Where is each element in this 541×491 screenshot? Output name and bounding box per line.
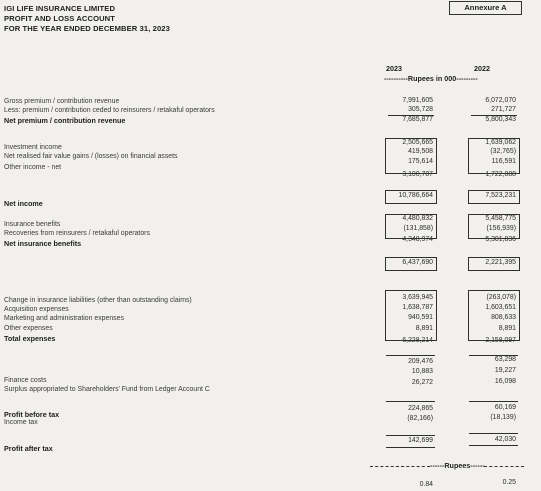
net-benefits-2022: 5,301,836 <box>485 236 516 243</box>
dashed-rule <box>484 466 524 467</box>
net-income-2023: 10,786,664 <box>398 192 433 199</box>
recoveries-2022: (156,939) <box>486 225 516 232</box>
divider <box>386 447 435 448</box>
unit-header: ----------Rupees in 000--------- <box>384 74 478 83</box>
marketing-2023: 940,591 <box>408 314 433 321</box>
net-realised-2022: (32,765) <box>490 148 516 155</box>
eps-2023: 0.84 <box>419 481 433 488</box>
recoveries-2023: (131,858) <box>403 225 433 232</box>
insurance-benefits-label: Insurance benefits <box>4 221 61 228</box>
profit-after-tax-label: Profit after tax <box>4 444 53 453</box>
net-income-2022: 7,523,231 <box>485 192 516 199</box>
after-expenses-2023: 209,476 <box>408 358 433 365</box>
other-expenses-label: Other expenses <box>4 325 53 332</box>
less-premium-label: Less: premium / contribution ceded to reinsurers / retakaful operators <box>4 107 215 114</box>
finance-costs-2023: 10,883 <box>411 368 433 375</box>
investment-income-label: Investment income <box>4 144 62 151</box>
after-expenses-2022: 63,298 <box>494 356 516 363</box>
profit-before-tax-label: Profit before tax <box>4 410 60 419</box>
other-expenses-2022: 8,891 <box>498 325 516 332</box>
net-premium-label: Net premium / contribution revenue <box>4 116 126 125</box>
acquisition-label: Acquisition expenses <box>4 306 69 313</box>
net-realised-label: Net realised fair value gains / (losses) on financial assets <box>4 153 178 160</box>
divider <box>469 401 518 402</box>
recoveries-label: Recoveries from reinsurers / retakaful operators <box>4 230 150 237</box>
divider <box>469 433 518 434</box>
divider <box>386 401 435 402</box>
company-name: IGI LIFE INSURANCE LIMITED <box>4 4 116 13</box>
net-benefits-2023: 4,348,974 <box>402 236 433 243</box>
investment-income-2023: 2,505,665 <box>402 139 433 146</box>
after-benefits-2022: 2,221,395 <box>485 259 516 266</box>
divider <box>386 435 435 436</box>
total-expenses-2023: 6,228,214 <box>402 337 433 344</box>
net-premium-2022: 5,800,343 <box>485 116 516 123</box>
statement-period: FOR THE YEAR ENDED DECEMBER 31, 2023 <box>4 24 170 33</box>
income-subtotal-2023: 3,100,787 <box>402 171 433 178</box>
income-tax-label: Income tax <box>4 419 38 426</box>
less-premium-2022: 271,727 <box>491 106 516 113</box>
net-realised-2023: 419,508 <box>408 148 433 155</box>
dashed-rule <box>370 466 430 467</box>
less-premium-2023: 305,728 <box>408 106 433 113</box>
marketing-label: Marketing and administration expenses <box>4 315 124 322</box>
profit-before-tax-2022: 60,169 <box>494 404 516 411</box>
eps-unit-header: ------Rupees------ <box>430 461 485 470</box>
other-expenses-2023: 8,891 <box>415 325 433 332</box>
total-expenses-2022: 2,158,097 <box>485 337 516 344</box>
other-income-2023: 175,614 <box>408 158 433 165</box>
gross-premium-2022: 6,072,070 <box>485 97 516 104</box>
profit-after-tax-2023: 142,699 <box>408 437 433 444</box>
finance-costs-2022: 19,227 <box>494 367 516 374</box>
acquisition-2023: 1,638,787 <box>402 304 433 311</box>
income-tax-2022: (18,139) <box>490 414 516 421</box>
investment-income-2022: 1,639,062 <box>485 139 516 146</box>
net-benefits-label: Net insurance benefits <box>4 239 82 248</box>
change-liabilities-2022: (263,078) <box>486 294 516 301</box>
finance-costs-label: Finance costs <box>4 377 47 384</box>
net-income-label: Net income <box>4 199 43 208</box>
other-income-2022: 116,591 <box>491 158 516 165</box>
income-tax-2023: (82,166) <box>407 415 433 422</box>
year-2022-header: 2022 <box>474 64 490 73</box>
profit-before-tax-2023: 224,865 <box>408 405 433 412</box>
other-income-label: Other income - net <box>4 164 62 171</box>
after-benefits-2023: 6,437,690 <box>402 259 433 266</box>
statement-title: PROFIT AND LOSS ACCOUNT <box>4 14 115 23</box>
income-subtotal-2022: 1,722,888 <box>485 171 516 178</box>
insurance-benefits-2022: 5,458,775 <box>485 215 516 222</box>
insurance-benefits-2023: 4,480,832 <box>402 215 433 222</box>
marketing-2022: 808,633 <box>491 314 516 321</box>
divider <box>469 445 518 446</box>
eps-2022: 0.25 <box>502 479 516 486</box>
divider <box>386 355 435 356</box>
profit-after-tax-2022: 42,030 <box>494 436 516 443</box>
surplus-label: Surplus appropriated to Shareholders' Fund from Ledger Account C <box>4 386 210 393</box>
surplus-2022: 16,098 <box>494 378 516 385</box>
change-liabilities-label: Change in insurance liabilities (other than outstanding claims) <box>4 297 192 304</box>
acquisition-2022: 1,603,651 <box>485 304 516 311</box>
surplus-2023: 26,272 <box>411 379 433 386</box>
year-2023-header: 2023 <box>386 64 402 73</box>
gross-premium-2023: 7,991,605 <box>402 97 433 104</box>
gross-premium-label: Gross premium / contribution revenue <box>4 98 120 105</box>
total-expenses-label: Total expenses <box>4 334 56 343</box>
annexure-label: Annexure A <box>449 1 522 15</box>
net-premium-2023: 7,685,877 <box>402 116 433 123</box>
change-liabilities-2023: 3,639,945 <box>402 294 433 301</box>
